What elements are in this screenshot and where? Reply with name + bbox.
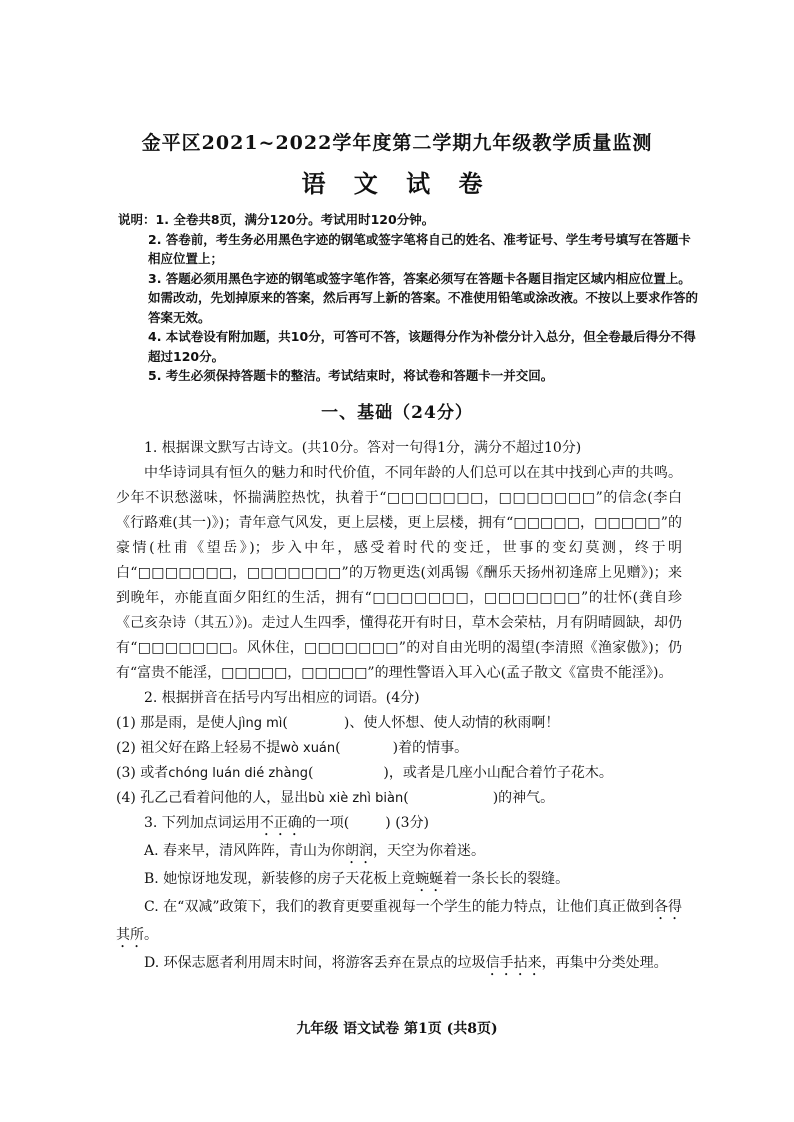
q2-item-4: (4) 孔乙己看着问他的人，显出bù xiè zhì biàn( )的神气。	[116, 790, 555, 806]
q1-stem: 1. 根据课文默写古诗文。(共10分。答对一句得1分，满分不超过10分)	[144, 440, 582, 456]
question-body	[116, 436, 682, 979]
page-footer: 九年级 语文试卷 第1页 (共8页)	[296, 1021, 498, 1037]
q3-stem: 3. 下列加点词运用不正确的一项( ) (3分)	[144, 815, 430, 831]
q2-item-3: (3) 或者chóng luán dié zhàng( )，或者是几座小山配合着竹子花木。	[116, 765, 613, 781]
instruction-text: 1. 全卷共8页，满分120分。考试用时120分钟。	[155, 212, 435, 227]
q3-option-b: B. 她惊讶地发现，新装修的房子天花板上竟蜿蜒着一条长长的裂缝。	[144, 871, 570, 887]
instructions-prefix: 说明：	[118, 212, 156, 227]
pinyin: jìng mì	[238, 716, 283, 731]
q2-item-1: (1) 那是雨，是使人jìng mì( )、使人怀想、使人动情的秋雨啊！	[116, 715, 560, 731]
exam-subtitle: 语 文 试 卷	[301, 169, 493, 198]
q3-option-c: C. 在“双减”政策下，我们的教育更要重视每一个学生的能力特点，让他们真正做到各得其所。	[116, 899, 682, 943]
instruction-item	[118, 366, 698, 386]
instruction-item	[118, 210, 698, 230]
instruction-text: 4. 本试卷设有附加题，共10分，可答可不答，该题得分作为补偿分计入总分，但全卷最后得分不得超过120分。	[148, 329, 696, 364]
instruction-item	[118, 230, 698, 269]
emphasized-text: 各得其所	[116, 899, 682, 943]
emphasized-text: 蜿蜒	[415, 871, 444, 887]
pinyin: bù xiè zhì biàn	[308, 791, 404, 806]
emphasized-text: 朗润	[345, 843, 374, 859]
instruction-text: 2. 答卷前，考生务必用黑色字迹的钢笔或签字笔将自己的姓名、准考证号、学生考号填写在答题卡相应位置上；	[148, 231, 691, 266]
q3-option-d: D. 环保志愿者利用周末时间，将游客丢弃在景点的垃圾信手拈来，再集中分类处理。	[144, 955, 668, 971]
instruction-text: 3. 答题必须用黑色字迹的钢笔或签字笔作答，答案必须写在答题卡各题目指定区域内相应位置上。如需改动，先划掉原来的答案，然后再写上新的答案。不准使用铅笔或涂改液。不按以上要求作答的答案无效。	[148, 270, 699, 325]
q2-item-2: (2) 祖父好在路上轻易不提wò xuán( )着的情事。	[116, 740, 469, 756]
instructions	[118, 210, 698, 386]
q2-stem: 2. 根据拼音在括号内写出相应的词语。(4分)	[144, 690, 420, 706]
q1-passage: 中华诗词具有恒久的魅力和时代价值，不同年龄的人们总可以在其中找到心声的共鸣。少年不识愁滋味，怀揣满腔热忱，执着于“□□□□□□□，□□□□□□□”的信念(李白《行路难(其一)》)；青年意气风发，更上层楼，更上层楼，拥有“□□□□□，□□□□□”的豪情(杜甫《望岳》)；步入中年，感受着时代的变迁，世事的变幻莫测，终于明白“□□□□□□□，□□□□□□□”的万物更迭(刘禹锡《酬乐天扬州初逢席上见赠》)；来到晚年，亦能直面夕阳红的生活，拥有“□□□□□□□，□□□□□□□”的壮怀(龚自珍《己亥杂诗（其五）》)。走过人生四季，懂得花开有时日，草木会荣枯，月有阴晴圆缺，却仍有“□□□□□□□。风休住，□□□□□□□”的对自由光明的渴望(李清照《渔家傲》)；仍有“富贵不能淫，□□□□□，□□□□□”的理性警语入耳入心(孟子散文《富贵不能淫》)。	[116, 465, 682, 681]
pinyin: wò xuán	[280, 741, 336, 756]
q3-option-a: A. 春来早，清风阵阵，青山为你朗润，天空为你着迷。	[144, 843, 486, 859]
instruction-item	[118, 327, 698, 366]
emphasized-text: 信手拈来	[485, 955, 542, 971]
section-heading: 一、基础（24分）	[321, 403, 473, 423]
pinyin: chóng luán dié zhàng	[168, 766, 308, 781]
instruction-item	[118, 269, 698, 328]
instruction-text: 5. 考生必须保持答题卡的整洁。考试结束时，将试卷和答题卡一并交回。	[148, 368, 554, 383]
exam-title: 金平区2021~2022学年度第二学期九年级教学质量监测	[141, 132, 653, 154]
emphasized-text: 不正确	[259, 815, 302, 831]
